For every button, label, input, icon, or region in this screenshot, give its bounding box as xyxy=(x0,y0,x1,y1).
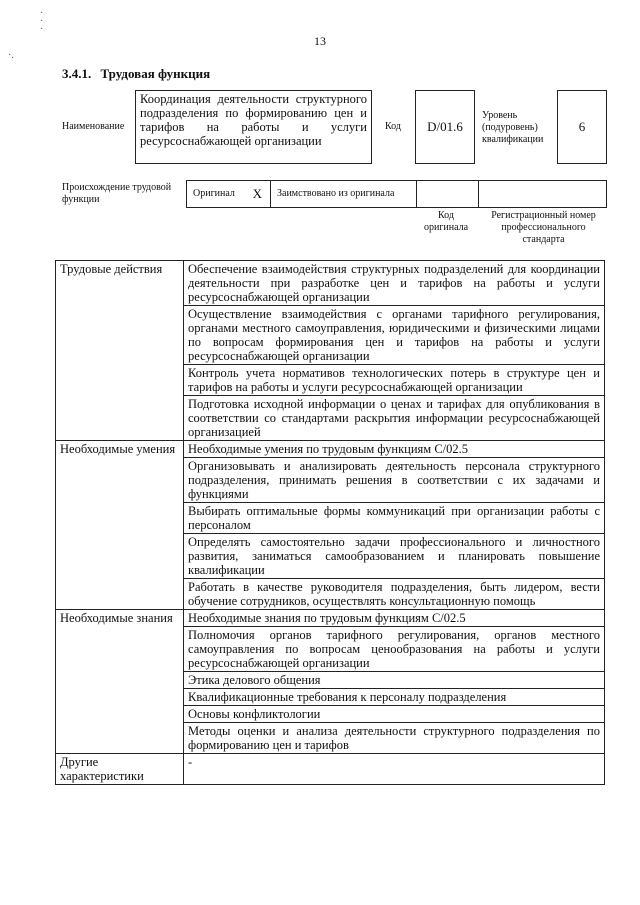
item-cell: Осуществление взаимодействия с органами тарифного регулирования, органами местного самоуправления, юридическими и физическими лицами по вопросам формирования цен и тарифов на работы и услуги ресурсоснабжающей организации xyxy=(184,306,605,365)
function-details-table xyxy=(55,260,605,785)
category-cell xyxy=(56,503,184,534)
category-cell xyxy=(56,723,184,754)
category-cell xyxy=(56,627,184,672)
category-cell xyxy=(56,458,184,503)
table-row xyxy=(56,534,605,579)
category-cell xyxy=(56,672,184,689)
original-label: Оригинал xyxy=(193,188,235,199)
original-cell xyxy=(187,181,271,207)
function-name-box: Координация деятельности структурного подразделения по формированию цен и тарифов на работы и услуги ресурсоснабжающей организации xyxy=(135,90,372,164)
category-cell xyxy=(56,706,184,723)
original-code-cell xyxy=(417,181,479,207)
section-heading xyxy=(62,66,216,82)
table-row xyxy=(56,365,605,396)
code-label: Код xyxy=(385,121,401,132)
name-label: Наименование xyxy=(62,121,125,132)
table-row xyxy=(56,503,605,534)
category-cell: Необходимые умения xyxy=(56,441,184,458)
table-row xyxy=(56,723,605,754)
table-row xyxy=(56,306,605,365)
scan-marks: · · · xyxy=(40,8,44,35)
item-cell: Контроль учета нормативов технологических потерь в структуре цен и тарифов на работы и услуги ресурсоснабжающей организации xyxy=(184,365,605,396)
item-cell: Методы оценки и анализа деятельности структурного подразделения по формированию цен и тарифов xyxy=(184,723,605,754)
table-row xyxy=(56,689,605,706)
item-cell: Полномочия органов тарифного регулирования, органов местного самоуправления по вопросам ценообразования на работы и услуги ресурсоснабжающей организации xyxy=(184,627,605,672)
item-cell: Необходимые умения по трудовым функциям С/02.5 xyxy=(184,441,605,458)
category-cell xyxy=(56,579,184,610)
category-cell xyxy=(56,689,184,706)
page-number: 13 xyxy=(314,34,326,48)
category-cell xyxy=(56,365,184,396)
registration-number-cell xyxy=(479,181,606,207)
origin-row xyxy=(186,180,607,208)
section-number: 3.4.1. xyxy=(62,66,92,81)
item-cell: - xyxy=(184,754,605,785)
level-label: Уровень (подуровень) квалификации xyxy=(482,110,544,145)
code-value-box: D/01.6 xyxy=(415,90,475,164)
table-row xyxy=(56,458,605,503)
category-cell: Трудовые действия xyxy=(56,261,184,306)
table-row xyxy=(56,261,605,306)
item-cell: Этика делового общения xyxy=(184,672,605,689)
table-row xyxy=(56,441,605,458)
item-cell: Обеспечение взаимодействия структурных подразделений для координации деятельности при разработке цен и тарифов на работы и услуги ресурсоснабжающей организации xyxy=(184,261,605,306)
borrowed-label: Заимствовано из оригинала xyxy=(271,181,417,207)
item-cell: Подготовка исходной информации о ценах и тарифах для опубликования в соответствии со стандартами раскрытия информации ресурсоснабжающей организацией xyxy=(184,396,605,441)
table-row xyxy=(56,754,605,785)
table-row xyxy=(56,579,605,610)
item-cell: Необходимые знания по трудовым функциям С/02.5 xyxy=(184,610,605,627)
origin-label: Происхождение трудовой функции xyxy=(62,182,172,205)
table-row xyxy=(56,610,605,627)
item-cell: Основы конфликтологии xyxy=(184,706,605,723)
category-cell xyxy=(56,534,184,579)
table-row xyxy=(56,627,605,672)
table-row xyxy=(56,706,605,723)
item-cell: Организовывать и анализировать деятельность персонала структурного подразделения, принимать решения в соответствии с их задачами и функциями xyxy=(184,458,605,503)
category-cell: Другие характеристики xyxy=(56,754,184,785)
table-row xyxy=(56,672,605,689)
level-value-box: 6 xyxy=(557,90,607,164)
category-cell xyxy=(56,306,184,365)
item-cell: Выбирать оптимальные формы коммуникаций при организации работы с персоналом xyxy=(184,503,605,534)
item-cell: Определять самостоятельно задачи профессионального и личностного развития, заниматься самообразованием и планировать повышение квалификации xyxy=(184,534,605,579)
registration-caption: Регистрационный номер профессионального стандарта xyxy=(491,210,596,245)
category-cell xyxy=(56,396,184,441)
category-cell: Необходимые знания xyxy=(56,610,184,627)
section-title: Трудовая функция xyxy=(100,66,211,81)
scan-mark: ·. xyxy=(8,50,14,61)
code-caption: Код оригинала xyxy=(423,210,469,233)
item-cell: Работать в качестве руководителя подразделения, быть лидером, вести обучение сотрудников, осуществлять консультационную помощь xyxy=(184,579,605,610)
item-cell: Квалификационные требования к персоналу подразделения xyxy=(184,689,605,706)
original-mark: X xyxy=(252,186,262,201)
table-row xyxy=(56,396,605,441)
